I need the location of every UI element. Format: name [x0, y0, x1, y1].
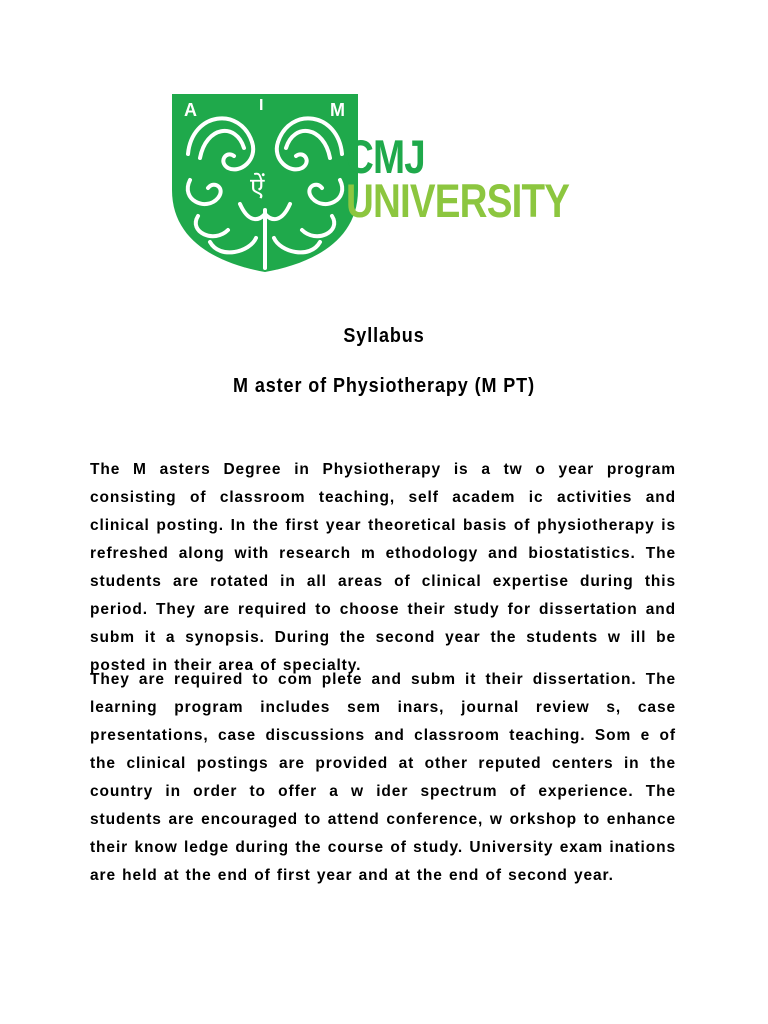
paragraph-program-overview: The M asters Degree in Physiotherapy is a tw o year program consisting of classroom teaching, self academ ic activities and clinical posting. In the first year theoretical basis of physiotherapy is refreshed along with research m ethodology and biostatistics. The students are rotated in all areas of clinical expertise during this period. They are required to choose their study for dissertation and subm it a synopsis. During the second year the students w ill be posted in their area of specialty.: [90, 461, 676, 674]
paragraph-program-requirements: They are required to com plete and subm it their dissertation. The learning program includes sem inars, journal review s, case presentations, case discussions and classroom teaching. Som e of the clinical postings are provided at other reputed centers in the country in order to offer a w ider spectrum of experience. The students are encouraged to attend conference, w orkshop to enhance their know ledge during the course of study. University exam inations are held at the end of first year and at the end of second year.: [90, 671, 676, 884]
university-logo: [170, 92, 610, 274]
shield-emblem-icon: [170, 92, 360, 274]
document-title: Syllabus: [343, 325, 425, 347]
shield-devanagari-glyph: ऐं: [250, 173, 265, 203]
shield-letter-i: I: [259, 97, 264, 114]
program-title: M aster of Physiotherapy (M PT): [233, 375, 535, 397]
shield-letter-a: A: [184, 100, 197, 120]
wordmark-university: UNIVERSITY: [346, 174, 570, 227]
wordmark-cmj: CMJ: [346, 130, 425, 183]
university-wordmark: [346, 132, 606, 232]
shield-letter-m: M: [330, 100, 345, 120]
